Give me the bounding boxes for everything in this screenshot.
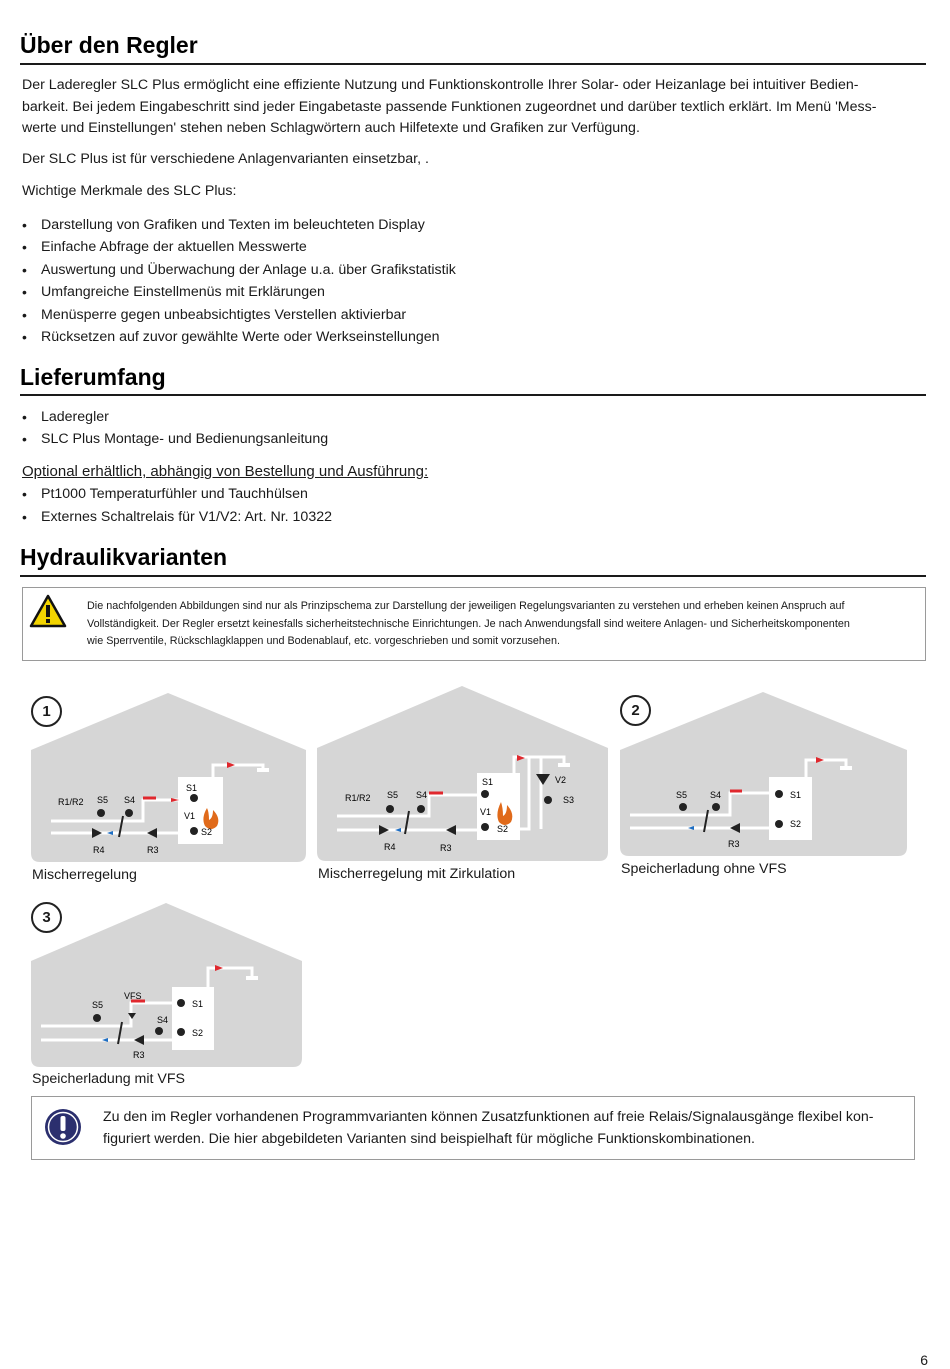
sensor-icon (775, 790, 783, 798)
diagram-mischerregelung-zirkulation (317, 684, 608, 862)
label-s1: S1 (482, 777, 494, 787)
shower-icon (558, 763, 570, 767)
sensor-icon (544, 796, 552, 804)
shower-icon (257, 768, 269, 772)
heading-rule (20, 394, 926, 396)
sensor-icon (417, 805, 425, 813)
list-item: • Darstellung von Grafiken und Texten im beleuchteten Display (22, 214, 456, 236)
heading-hydraulic: Hydraulikvarianten (20, 544, 228, 570)
label-s4: S4 (124, 795, 136, 805)
shower-icon (840, 766, 852, 770)
list-item: • Menüsperre gegen unbeabsichtigtes Verstellen aktivierbar (22, 304, 456, 326)
about-line-1: Der Laderegler SLC Plus ermöglicht eine effiziente Nutzung und Funktionskontrolle Ihrer Solar- oder Heizanlage bei intuitiver Bedien- (22, 77, 859, 93)
shower-icon (246, 976, 258, 980)
label-s2: S2 (201, 827, 213, 837)
sensor-icon (97, 809, 105, 817)
variant-caption: Speicherladung ohne VFS (621, 861, 787, 877)
heading-rule (20, 575, 926, 577)
feature-list (22, 214, 456, 348)
variant-caption: Mischerregelung mit Zirkulation (318, 866, 516, 882)
note-line-2: figuriert werden. Die hier abgebildeten Varianten sind beispielhaft für mögliche Funktionskombinationen. (103, 1130, 755, 1147)
storage-tank (769, 777, 812, 840)
variant-number: 3 (31, 902, 62, 933)
sensor-icon (712, 803, 720, 811)
list-item: • SLC Plus Montage- und Bedienungsanleitung (22, 428, 328, 450)
sensor-icon (125, 809, 133, 817)
label-vfs: VFS (124, 991, 142, 1001)
label-s3: S3 (563, 795, 575, 805)
diagram-speicherladung-ohne-vfs (620, 690, 907, 857)
variant-caption: Speicherladung mit VFS (32, 1071, 185, 1087)
sensor-icon (679, 803, 687, 811)
label-s4: S4 (416, 790, 428, 800)
list-item: • Externes Schaltrelais für V1/V2: Art. Nr. 10322 (22, 506, 332, 528)
about-line-3: werte und Einstellungen' stehen neben Schlagwörtern auch Hilfetexte und Grafiken zur Verfügung. (22, 120, 640, 136)
optional-list (22, 483, 332, 529)
heading-delivery: Lieferumfang (20, 364, 166, 390)
label-v2: V2 (555, 775, 567, 785)
sensor-icon (481, 790, 489, 798)
delivery-list (22, 406, 328, 451)
exclamation-circle-icon (44, 1108, 82, 1146)
sensor-icon (177, 999, 185, 1007)
variant-caption: Mischerregelung (32, 867, 137, 883)
list-item: • Rücksetzen auf zuvor gewählte Werte oder Werkseinstellungen (22, 326, 456, 348)
heading-rule (20, 63, 926, 65)
about-usage: Der SLC Plus ist für verschiedene Anlagenvarianten einsetzbar, . (22, 151, 429, 167)
about-paragraph (22, 75, 917, 140)
list-item: • Umfangreiche Einstellmenüs mit Erklärungen (22, 281, 456, 303)
list-item: • Laderegler (22, 406, 328, 428)
warning-line-2: Vollständigkeit. Der Regler ersetzt keinesfalls sicherheitstechnische Einrichtungen. Je nach Anwendungsfall sind weitere Anlagen- und Sicherheitskomponenten (87, 617, 850, 630)
sensor-icon (190, 794, 198, 802)
warning-box (22, 587, 926, 661)
label-s2: S2 (497, 824, 509, 834)
label-r4: R4 (93, 845, 105, 855)
warning-triangle-icon (29, 594, 67, 628)
label-r1r2: R1/R2 (58, 797, 84, 807)
sensor-icon (190, 827, 198, 835)
sensor-icon (93, 1014, 101, 1022)
optional-heading: Optional erhältlich, abhängig von Bestellung und Ausführung: (22, 463, 429, 480)
label-s1: S1 (192, 999, 204, 1009)
variant-number: 2 (620, 695, 651, 726)
warning-text (87, 598, 917, 651)
sensor-icon (386, 805, 394, 813)
page-number: 6 (920, 1352, 928, 1368)
label-s5: S5 (387, 790, 399, 800)
label-s5: S5 (676, 790, 688, 800)
storage-tank (172, 987, 214, 1050)
diagram-speicherladung-mit-vfs (31, 901, 302, 1068)
label-s2: S2 (790, 819, 802, 829)
sensor-icon (155, 1027, 163, 1035)
label-v1: V1 (480, 807, 492, 817)
label-s4: S4 (710, 790, 722, 800)
label-r4: R4 (384, 842, 396, 852)
variant-number: 1 (31, 696, 62, 727)
diagram-mischerregelung (31, 690, 306, 863)
sensor-icon (775, 820, 783, 828)
list-item: • Einfache Abfrage der aktuellen Messwerte (22, 236, 456, 258)
about-features-intro: Wichtige Merkmale des SLC Plus: (22, 183, 237, 199)
note-line-1: Zu den im Regler vorhandenen Programmvarianten können Zusatzfunktionen auf freie Relais/Signalausgänge flexibel kon- (103, 1109, 874, 1125)
label-s2: S2 (192, 1028, 204, 1038)
label-r3: R3 (133, 1050, 145, 1060)
heading-about: Über den Regler (20, 32, 198, 58)
warning-line-3: wie Sperrventile, Rückschlagklappen und Bodenablauf, etc. vorgeschrieben und somit vorzusehen. (87, 635, 560, 648)
label-s5: S5 (97, 795, 109, 805)
label-v1: V1 (184, 811, 196, 821)
label-r3: R3 (147, 845, 159, 855)
sensor-icon (177, 1028, 185, 1036)
list-item: • Pt1000 Temperaturfühler und Tauchhülsen (22, 483, 332, 505)
warning-line-1: Die nachfolgenden Abbildungen sind nur als Prinzipschema zur Darstellung der jeweiligen Regelungsvarianten zu verstehen und erheben keinen Anspruch auf (87, 600, 845, 612)
about-line-2: barkeit. Bei jedem Eingabeschritt sind jeder Eingabetaste passende Funktionen zugeordnet und darüber textlich erklärt. Im Menü 'Mess- (22, 98, 877, 115)
label-r1r2: R1/R2 (345, 793, 371, 803)
list-item: • Auswertung und Überwachung der Anlage u.a. über Grafikstatistik (22, 259, 456, 281)
note-box (31, 1096, 915, 1160)
label-s1: S1 (186, 783, 198, 793)
note-text (103, 1107, 903, 1150)
label-r3: R3 (728, 839, 740, 849)
label-s4: S4 (157, 1015, 169, 1025)
label-s5: S5 (92, 1000, 104, 1010)
sensor-icon (481, 823, 489, 831)
label-r3: R3 (440, 843, 452, 853)
label-s1: S1 (790, 790, 802, 800)
